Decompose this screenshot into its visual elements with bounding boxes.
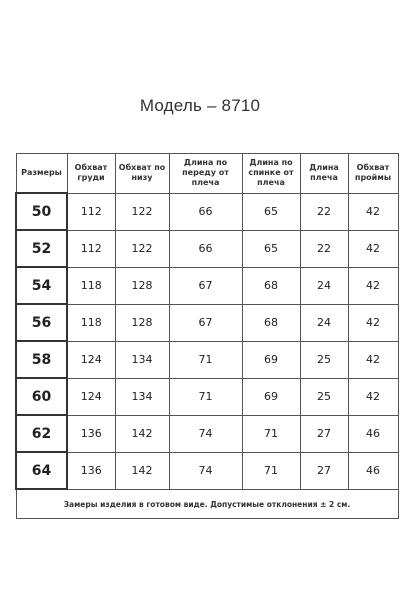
size-chart-table	[15, 153, 399, 519]
table-cell: 142	[115, 452, 169, 489]
table-row	[16, 304, 398, 341]
table-cell: 22	[300, 230, 348, 267]
table-cell: 71	[242, 415, 300, 452]
table-cell: 136	[67, 415, 115, 452]
table-row	[16, 230, 398, 267]
table-row	[16, 452, 398, 489]
footnote-row	[16, 489, 398, 519]
table-cell: 122	[115, 193, 169, 230]
table-cell: 124	[67, 341, 115, 378]
size-cell: 58	[16, 341, 67, 378]
table-cell: 42	[348, 304, 398, 341]
table-cell: 128	[115, 267, 169, 304]
table-cell: 65	[242, 230, 300, 267]
table-cell: 27	[300, 452, 348, 489]
table-row	[16, 378, 398, 415]
table-cell: 71	[169, 378, 242, 415]
size-cell: 56	[16, 304, 67, 341]
header-row	[16, 154, 398, 194]
table-cell: 136	[67, 452, 115, 489]
table-cell: 27	[300, 415, 348, 452]
table-cell: 112	[67, 230, 115, 267]
table-cell: 25	[300, 341, 348, 378]
table-cell: 46	[348, 452, 398, 489]
table-cell: 66	[169, 230, 242, 267]
header-armhole: Обхват проймы	[348, 154, 398, 194]
table-cell: 24	[300, 304, 348, 341]
table-cell: 66	[169, 193, 242, 230]
table-cell: 69	[242, 341, 300, 378]
table-cell: 74	[169, 452, 242, 489]
table-cell: 142	[115, 415, 169, 452]
size-cell: 52	[16, 230, 67, 267]
size-cell: 64	[16, 452, 67, 489]
table-cell: 24	[300, 267, 348, 304]
size-cell: 60	[16, 378, 67, 415]
header-front-length: Длина по переду от плеча	[169, 154, 242, 194]
table-row	[16, 193, 398, 230]
table-cell: 42	[348, 341, 398, 378]
header-chest: Обхват груди	[67, 154, 115, 194]
table-row	[16, 341, 398, 378]
table-cell: 42	[348, 267, 398, 304]
header-back-length: Длина по спинке от плеча	[242, 154, 300, 194]
header-hem: Обхват по низу	[115, 154, 169, 194]
table-cell: 71	[169, 341, 242, 378]
table-cell: 46	[348, 415, 398, 452]
table-cell: 65	[242, 193, 300, 230]
table-cell: 67	[169, 304, 242, 341]
size-cell: 62	[16, 415, 67, 452]
table-cell: 128	[115, 304, 169, 341]
table-cell: 134	[115, 341, 169, 378]
footnote: Замеры изделия в готовом виде. Допустимые отклонения ± 2 см.	[16, 489, 398, 519]
header-shoulder-length: Длина плеча	[300, 154, 348, 194]
table-cell: 22	[300, 193, 348, 230]
size-cell: 54	[16, 267, 67, 304]
header-sizes: Размеры	[16, 154, 67, 194]
table-cell: 68	[242, 267, 300, 304]
table-cell: 124	[67, 378, 115, 415]
table-cell: 42	[348, 378, 398, 415]
table-row	[16, 267, 398, 304]
table-cell: 69	[242, 378, 300, 415]
page-title: Модель – 8710	[139, 96, 261, 115]
table-row	[16, 415, 398, 452]
table-cell: 118	[67, 267, 115, 304]
table-cell: 25	[300, 378, 348, 415]
table-cell: 67	[169, 267, 242, 304]
table-cell: 42	[348, 193, 398, 230]
table-cell: 122	[115, 230, 169, 267]
table-cell: 134	[115, 378, 169, 415]
table-cell: 112	[67, 193, 115, 230]
table-cell: 42	[348, 230, 398, 267]
table-cell: 74	[169, 415, 242, 452]
table-cell: 118	[67, 304, 115, 341]
table-cell: 71	[242, 452, 300, 489]
table-cell: 68	[242, 304, 300, 341]
size-cell: 50	[16, 193, 67, 230]
